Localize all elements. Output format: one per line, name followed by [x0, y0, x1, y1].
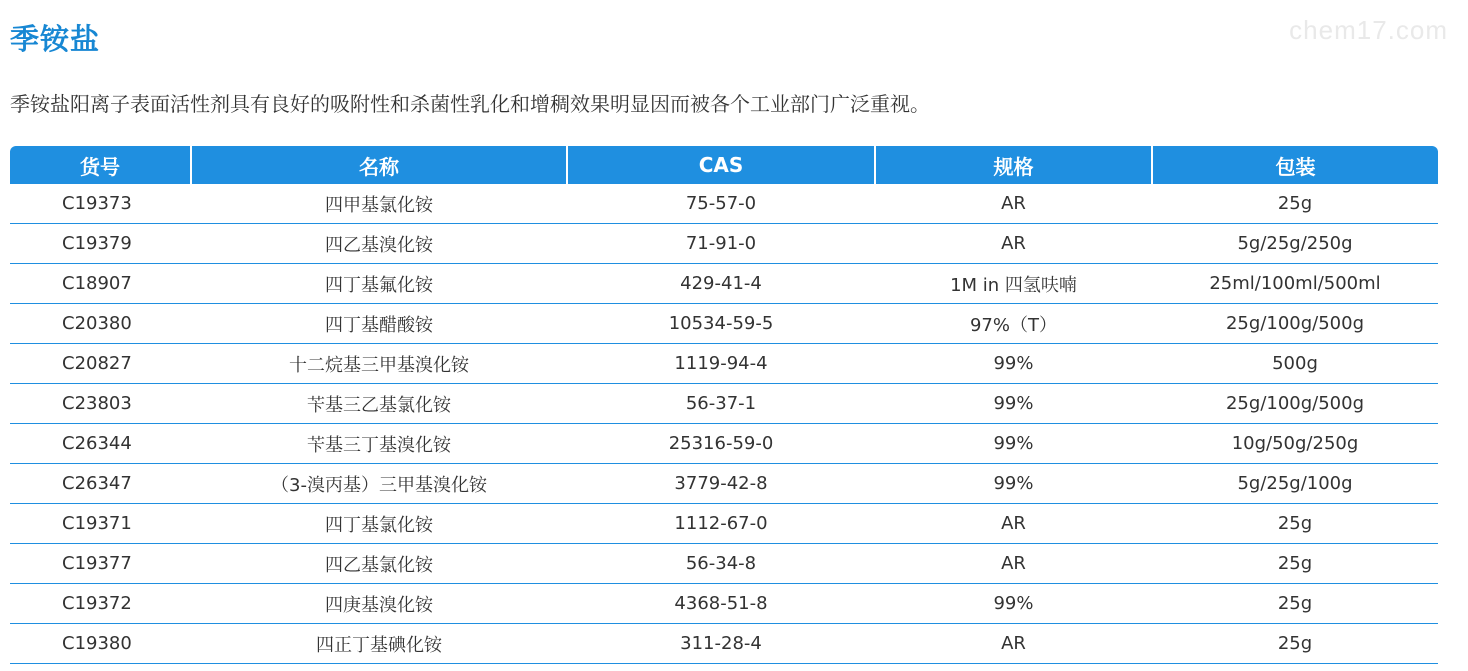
cell-specification: 97%（T）: [875, 304, 1152, 344]
cell-package: 25g: [1152, 624, 1438, 664]
cell-specification: 99%: [875, 584, 1152, 624]
cell-cas: 10534-59-5: [567, 304, 875, 344]
header-row: [10, 146, 1438, 184]
cell-product-code: C19380: [10, 624, 191, 664]
table-row: [10, 464, 1438, 504]
cell-cas: 71-91-0: [567, 224, 875, 264]
cell-cas: 56-34-8: [567, 544, 875, 584]
cell-specification: AR: [875, 184, 1152, 224]
cell-cas: 429-41-4: [567, 264, 875, 304]
cell-product-code: C19379: [10, 224, 191, 264]
cell-specification: AR: [875, 504, 1152, 544]
cell-specification: 1M in 四氢呋喃: [875, 264, 1152, 304]
table-row: [10, 344, 1438, 384]
cell-product-code: C20380: [10, 304, 191, 344]
table-row: [10, 304, 1438, 344]
cell-name: 四乙基溴化铵: [191, 224, 567, 264]
table-row: [10, 384, 1438, 424]
cell-specification: 99%: [875, 424, 1152, 464]
header-product-code: 货号: [10, 146, 191, 184]
cell-package: 5g/25g/250g: [1152, 224, 1438, 264]
cell-product-code: C20827: [10, 344, 191, 384]
cell-product-code: C19372: [10, 584, 191, 624]
table-row: [10, 424, 1438, 464]
cell-name: 四甲基氯化铵: [191, 184, 567, 224]
table-row: [10, 584, 1438, 624]
table-row: [10, 184, 1438, 224]
table-row: [10, 224, 1438, 264]
intro-text: 季铵盐阳离子表面活性剂具有良好的吸附性和杀菌性乳化和增稠效果明显因而被各个工业部门广泛重视。: [10, 92, 930, 116]
cell-name: 四丁基氟化铵: [191, 264, 567, 304]
cell-product-code: C23803: [10, 384, 191, 424]
cell-cas: 311-28-4: [567, 624, 875, 664]
cell-package: 25g/100g/500g: [1152, 384, 1438, 424]
cell-cas: 4368-51-8: [567, 584, 875, 624]
header-cas: CAS: [567, 146, 875, 184]
watermark: chem17.com: [1289, 15, 1448, 45]
cell-name: 苄基三丁基溴化铵: [191, 424, 567, 464]
cell-cas: 1119-94-4: [567, 344, 875, 384]
cell-name: 四乙基氯化铵: [191, 544, 567, 584]
cell-cas: 75-57-0: [567, 184, 875, 224]
product-table: [10, 146, 1438, 664]
page-title: 季铵盐: [10, 22, 101, 56]
cell-package: 25g: [1152, 504, 1438, 544]
cell-package: 10g/50g/250g: [1152, 424, 1438, 464]
header-name: 名称: [191, 146, 567, 184]
cell-name: 苄基三乙基氯化铵: [191, 384, 567, 424]
cell-specification: AR: [875, 224, 1152, 264]
header-specification: 规格: [875, 146, 1152, 184]
cell-product-code: C26347: [10, 464, 191, 504]
cell-package: 25g: [1152, 584, 1438, 624]
cell-package: 25g/100g/500g: [1152, 304, 1438, 344]
cell-product-code: C19373: [10, 184, 191, 224]
cell-product-code: C19371: [10, 504, 191, 544]
cell-name: 十二烷基三甲基溴化铵: [191, 344, 567, 384]
cell-name: 四正丁基碘化铵: [191, 624, 567, 664]
cell-name: （3-溴丙基）三甲基溴化铵: [191, 464, 567, 504]
cell-name: 四丁基氯化铵: [191, 504, 567, 544]
cell-specification: AR: [875, 544, 1152, 584]
cell-product-code: C19377: [10, 544, 191, 584]
cell-cas: 3779-42-8: [567, 464, 875, 504]
cell-package: 25g: [1152, 544, 1438, 584]
cell-cas: 56-37-1: [567, 384, 875, 424]
cell-package: 25ml/100ml/500ml: [1152, 264, 1438, 304]
cell-specification: 99%: [875, 384, 1152, 424]
cell-package: 500g: [1152, 344, 1438, 384]
cell-product-code: C18907: [10, 264, 191, 304]
table-row: [10, 624, 1438, 664]
cell-package: 25g: [1152, 184, 1438, 224]
cell-specification: 99%: [875, 464, 1152, 504]
cell-name: 四庚基溴化铵: [191, 584, 567, 624]
table-row: [10, 264, 1438, 304]
cell-specification: AR: [875, 624, 1152, 664]
table-body: [10, 184, 1438, 664]
cell-specification: 99%: [875, 344, 1152, 384]
table-row: [10, 544, 1438, 584]
cell-package: 5g/25g/100g: [1152, 464, 1438, 504]
table-header: [10, 146, 1438, 184]
table-row: [10, 504, 1438, 544]
cell-cas: 25316-59-0: [567, 424, 875, 464]
cell-cas: 1112-67-0: [567, 504, 875, 544]
cell-name: 四丁基醋酸铵: [191, 304, 567, 344]
header-package: 包装: [1152, 146, 1438, 184]
cell-product-code: C26344: [10, 424, 191, 464]
